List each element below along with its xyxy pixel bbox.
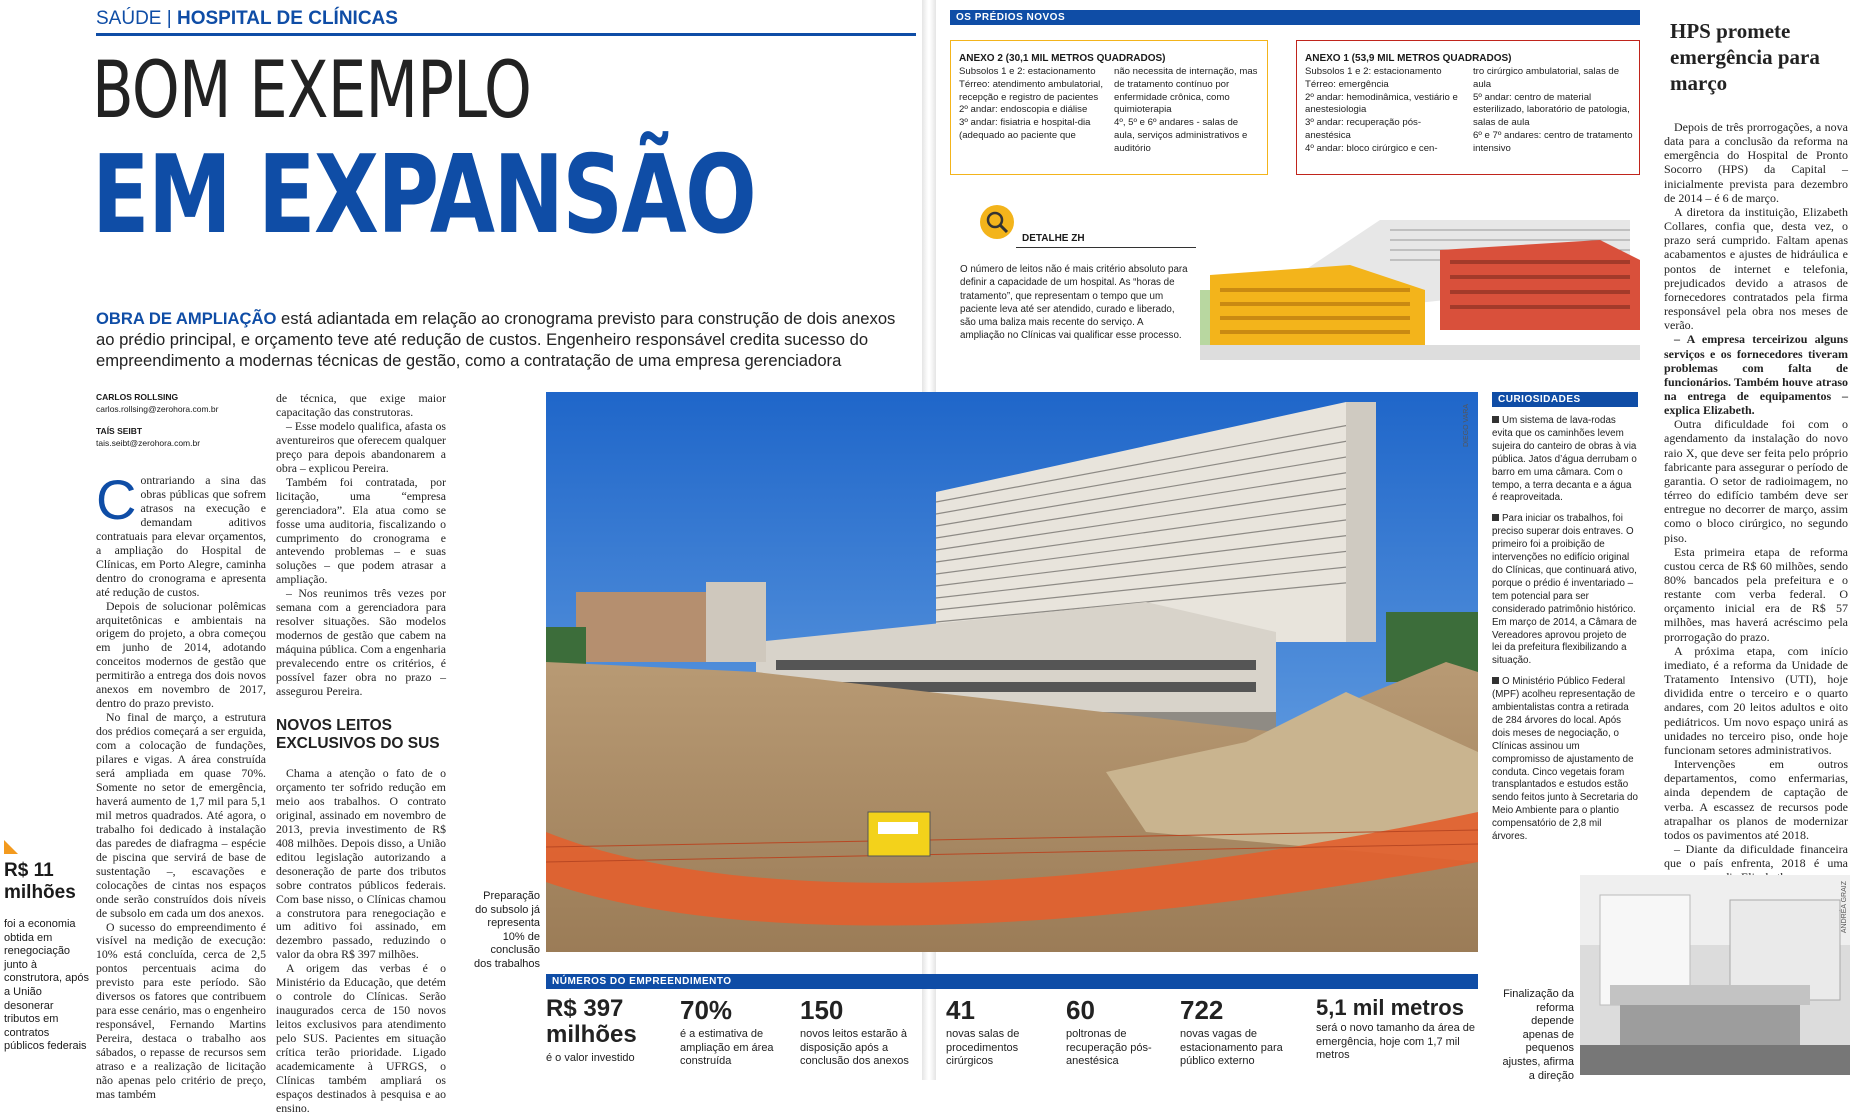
- lead-text: está adiantada em relação ao cronograma previsto para construção de dois anexos ao prédio principal, e orçamento teve até redução de custos. Engenheiro responsável credita sucesso do empreendimento a modernas técnicas de gestão, como a contratação de uma empresa gerenciadora: [96, 309, 896, 370]
- hps-paragraph: – A empresa terceirizou alguns serviços e os fornecedores tiveram problemas com falta de funcionários. Também houve atraso na entrega de equipamentos – explica Elizabeth.: [1664, 332, 1848, 418]
- body-paragraph: O sucesso do empreendimento é visível na medição de execução: 10% está concluída, cerca de 2,5 pontos percentuais acima do previsto para este período. São diversos os fatores que contribuem para esse cenário, mas o engenheiro responsável, Fernando Martins Pereira, destaca o trabalho aos sábados, o repasse de recursos sem atraso e a realização de licitação não apenas pelo critério de preço, mas também: [96, 919, 266, 1101]
- body-paragraph: – Esse modelo qualifica, afasta os aventureiros que oferecem qualquer preço para depois abandonarem a obra – explicou Pereira.: [276, 418, 446, 475]
- anexo1-title: ANEXO 1 (53,9 MIL METROS QUADRADOS): [1305, 53, 1512, 64]
- author-name: TAÍS SEIBT: [96, 426, 143, 436]
- lead-paragraph: [96, 308, 916, 371]
- number-value: 5,1 mil metros: [1316, 995, 1464, 1020]
- curiosidade-item: Para iniciar os trabalhos, foi preciso superar dois entraves. O primeiro foi a proibição de intervenções no edifício original do Clínicas, que continuará ativo, porque o prédio é inventariado – tem potencial para ser considerado patrimônio histórico. Em março de 2014, a Câmara de Vereadores aprovou projeto de lei da prefeitura flexibilizando a situação.: [1492, 513, 1637, 667]
- body-paragraph: Contrariando a sina das obras públicas que sofrem atrasos na execução e demandam aditivos contratuais para elevar orçamentos, a ampliação do Hospital de Clínicas, em Porto Alegre, caminha dentro do cronograma e apresenta até redução de custos.: [96, 468, 266, 599]
- side-highlight: [4, 840, 92, 1054]
- highlight-text: foi a economia obtida em renegociação junto à construtora, após a União desonerar tributos em contratos públicos federais: [4, 918, 89, 1053]
- photo-credit: DIEGO VARA: [1463, 404, 1470, 448]
- number-label: novas salas de procedimentos cirúrgicos: [946, 1028, 1020, 1067]
- body-paragraph: Chama a atenção o fato de o orçamento ter sofrido redução em meio aos trabalhos. O contrato original, assinado em novembro de 2013, previa investimento de R$ 408 milhões. Depois disso, a União editou legislação autorizando a desoneração de parte dos tributos sobre contratos públicos federais. Com base nisso, o Clínicas chamou a construtora para renegociação e um aditivo foi assinado, em dezembro passado, reduzindo o valor da obra R$ 397 milhões.: [276, 765, 446, 962]
- hospital-room-image: [1580, 875, 1850, 1075]
- hps-photo: [1580, 875, 1850, 1075]
- number-item: [1316, 996, 1478, 1063]
- magnifier-icon: [980, 205, 1014, 239]
- headline-line1: BOM EXEMPLO: [92, 46, 532, 136]
- detalhe-title: DETALHE ZH: [1022, 233, 1085, 244]
- hps-paragraph: Depois de três prorrogações, a nova data para a conclusão da reforma na emergência do Hospital de Pronto Socorro (HPS) da Capital – inicialmente prevista para dezembro de 2014 – é 6 de março.: [1664, 120, 1848, 205]
- buildings-infographic: [950, 10, 1640, 355]
- main-photo: [546, 392, 1478, 952]
- anexo2-right: não necessita de internação, mas de tratamento contínuo por enfermidade crônica, como quimioterapia 4º, 5º e 6º andares - salas de aula, serviços administrativos e auditório: [1114, 66, 1258, 154]
- checkbox-icon: [1492, 514, 1499, 521]
- author-name: CARLOS ROLLSING: [96, 392, 179, 402]
- author-block: [96, 392, 266, 448]
- hps-paragraph: Outra dificuldade foi com o agendamento da instalação do novo raio X, que deve ser feita pelo próprio fabricante para assegurar o período de garantia. O setor de radioimagem, no térreo do edifício também deve ser entregue no decorrer de março, assim como o bloco cirúrgico, no segundo piso.: [1664, 417, 1848, 545]
- number-label: poltronas de recuperação pós-anestésica: [1066, 1028, 1152, 1067]
- section-sub: HOSPITAL DE CLÍNICAS: [176, 8, 398, 29]
- hps-photo-caption: Finalização da reforma depende apenas de pequenos ajustes, afirma a direção: [1502, 988, 1574, 1082]
- number-item: [546, 996, 666, 1066]
- number-value: 41: [946, 995, 975, 1025]
- number-item: [946, 996, 1056, 1069]
- photo-caption: Preparação do subsolo já representa 10% de conclusão dos trabalhos: [473, 890, 540, 970]
- hps-paragraph: Intervenções em outros departamentos, como enfermarias, ainda dependem de captação de verba. A escassez de recursos pode atrapalhar os planos de modernizar todos os pavimentos até 2018.: [1664, 757, 1848, 842]
- number-value: R$ 397 milhões: [546, 995, 637, 1048]
- detalhe-text: O número de leitos não é mais critério absoluto para definir a capacidade de um hospital. As “horas de tratamento”, que representam o tempo que um paciente leva até ser atendido, curado e liberado, são uma baliza mais recente do serviço. A ampliação no Clínicas vai qualificar esse processo.: [960, 264, 1188, 342]
- number-label: novos leitos estarão à disposição após a conclusão dos anexos: [800, 1028, 909, 1067]
- number-label: será o novo tamanho da área de emergência, hoje com 1,7 mil metros: [1316, 1022, 1476, 1061]
- buildings-illustration: [1200, 180, 1640, 360]
- author-email[interactable]: tais.seibt@zerohora.com.br: [96, 438, 201, 448]
- number-item: [1180, 996, 1300, 1069]
- anexo1-right: tro cirúrgico ambulatorial, salas de aula 5º andar: centro de material esterilizado, laboratório de patologia, salas de aula 6º e 7º andares: centro de tratamento intensivo: [1473, 66, 1633, 154]
- curiosidade-item: O Ministério Público Federal (MPF) acolheu representação de ambientalistas contra a retirada de 284 árvores do local. Após dois meses de negociação, o Clínicas assinou um compromisso de ajustamento de conduta. Cinco vegetais foram transplantados e estudos estão sendo feitos junto à Secretaria do Meio Ambiente para o plantio compensatório de 2,8 mil árvores.: [1492, 676, 1638, 843]
- section-name: SAÚDE: [96, 8, 162, 29]
- anexo2-left: Subsolos 1 e 2: estacionamento Térreo: atendimento ambulatorial, recepção e registro de pacientes 2º andar: endoscopia e diálise 3º andar: fisiatria e hospital-dia (adequado ao paciente que: [959, 66, 1103, 141]
- hps-body: [1664, 120, 1848, 884]
- hps-paragraph: A próxima etapa, com início imediato, é a reforma da Unidade de Tratamento Intensivo (UTI), hoje dividida entre o terceiro e o quarto andares, com 20 leitos adultos e oito pediátricos. Um novo espaço unirá as unidades no terceiro piso, onde hoje funcionam setores administrativos.: [1664, 643, 1848, 757]
- section-header: SAÚDE | HOSPITAL DE CLÍNICAS: [96, 8, 916, 36]
- hps-paragraph: A diretora da instituição, Elizabeth Collares, confia que, desta vez, o prazo será cumprido. Faltam apenas acabamentos e ajustes de hidráulica e pontos de internet e telefonia, prejudicados devido a atrasos de fornecedores contratados pela firma responsável pela obra nos meses de verão.: [1664, 204, 1848, 333]
- headline-line2: EM EXPANSÃO: [92, 133, 756, 258]
- dropcap: C: [96, 468, 137, 531]
- number-value: 60: [1066, 995, 1095, 1025]
- number-label: novas vagas de estacionamento para público externo: [1180, 1028, 1283, 1067]
- body-paragraph: A origem das verbas é o Ministério da Educação, que detém o controle do Clínicas. Serão inaugurados cerca de 150 novos leitos exclusivos para atendimento pelo SUS. Pacientes em situação crítica terão prioridade. Ligado academicamente à UFRGS, o Clínicas também ampliará os espaços destinados à pesquisa e ao ensino.: [276, 961, 446, 1115]
- anexo2-title: ANEXO 2 (30,1 MIL METROS QUADRADOS): [959, 53, 1166, 64]
- hps-photo-credit: ANDRÉA GRAIZ: [1841, 881, 1848, 934]
- body-column-1: [96, 468, 266, 1102]
- number-value: 70%: [680, 995, 733, 1025]
- anexo2-box: [950, 40, 1268, 175]
- number-item: [1066, 996, 1166, 1069]
- hps-paragraph: – Diante da dificuldade financeira que o país enfrenta, 2018 é uma: [1664, 841, 1848, 871]
- number-value: 150: [800, 995, 844, 1025]
- subhead: NOVOS LEITOS EXCLUSIVOS DO SUS: [276, 716, 440, 752]
- number-item: [680, 996, 790, 1069]
- number-item: [800, 996, 920, 1069]
- author-email[interactable]: carlos.rollsing@zerohora.com.br: [96, 404, 219, 414]
- body-paragraph: de técnica, que exige maior capacitação das construtoras.: [276, 391, 446, 419]
- body-paragraph: – Nos reunimos três vezes por semana com a gerenciadora para resolver situações. São modelos modernos de gestão que cabem na máquina pública. Com a engenharia prevalecendo entre os critérios, é possível fazer obra no prazo – assegurou Pereira.: [276, 586, 447, 699]
- body-column-2: [276, 392, 446, 1116]
- highlight-marker: [4, 840, 18, 854]
- hps-title: HPS promete emergência para março: [1670, 19, 1820, 95]
- construction-site-image: [546, 392, 1478, 952]
- numbers-title: NÚMEROS DO EMPREENDIMENTO: [546, 974, 1478, 989]
- body-paragraph: Também foi contratada, por licitação, uma “empresa gerenciadora”. Ela atua como se fosse uma auditoria, fiscalizando o cumprimento do cronograma e antevendo problemas – e suas soluções – que podem atrasar a ampliação.: [276, 474, 446, 587]
- curiosidades-title: CURIOSIDADES: [1492, 392, 1638, 407]
- number-value: 722: [1180, 995, 1224, 1025]
- highlight-value: R$ 11 milhões: [4, 860, 76, 903]
- number-label: é a estimativa de ampliação em área construída: [680, 1028, 774, 1067]
- numbers-strip: [546, 974, 1478, 1080]
- body-paragraph: No final de março, a estrutura dos prédios começará a ser erguida, com a colocação de fundações, pilares e vigas. A área construída será ampliada em quase 70%. Somente no setor de emergência, haverá aumento de 1,7 mil para 5,1 mil metros quadrados. Até agora, o trabalho foi dedicado à instalação das paredes de diafragma – espécie de piscina que servirá de base de sustentação –, escavações e colocações de cintas nos espaços onde serão construídos dois níveis de subsolo em cada um dos anexos.: [96, 710, 266, 920]
- detalhe-rule: [1016, 247, 1196, 248]
- lead-bold: OBRA DE AMPLIAÇÃO: [96, 309, 277, 328]
- curiosidades-box: [1492, 392, 1638, 844]
- checkbox-icon: [1492, 416, 1499, 423]
- checkbox-icon: [1492, 677, 1499, 684]
- buildings-title: OS PRÉDIOS NOVOS: [950, 10, 1640, 25]
- number-label: é o valor investido: [546, 1052, 635, 1064]
- curiosidade-item: Um sistema de lava-rodas evita que os caminhões levem sujeira do canteiro de obras à via pública. Jatos d’água derrubam o barro em uma câmara. Com o tempo, a terra decanta e a água é reaproveitada.: [1492, 415, 1637, 504]
- anexo1-box: [1296, 40, 1640, 175]
- anexo1-left: Subsolos 1 e 2: estacionamento Térreo: emergência 2º andar: hemodinâmica, vestiário e anestesiologia 3º andar: recuperação pós-anestésica 4º andar: bloco cirúrgico e cen-: [1305, 66, 1458, 154]
- body-paragraph: Depois de solucionar polêmicas arquitetônicas e ambientais na origem do projeto, a obra começou em junho de 2014, adotando conceitos modernos de gestão que permitirão a entrega dos dois novos anexos em novembro de 2017, dentro do prazo previsto.: [96, 598, 266, 711]
- hps-paragraph: Esta primeira etapa de reforma custou cerca de R$ 60 milhões, sendo 80% bancados pela prefeitura e o restante com verba federal. O orçamento inicial era de R$ 57 milhões, mas haverá acréscimo pela prorrogação do prazo.: [1664, 544, 1848, 644]
